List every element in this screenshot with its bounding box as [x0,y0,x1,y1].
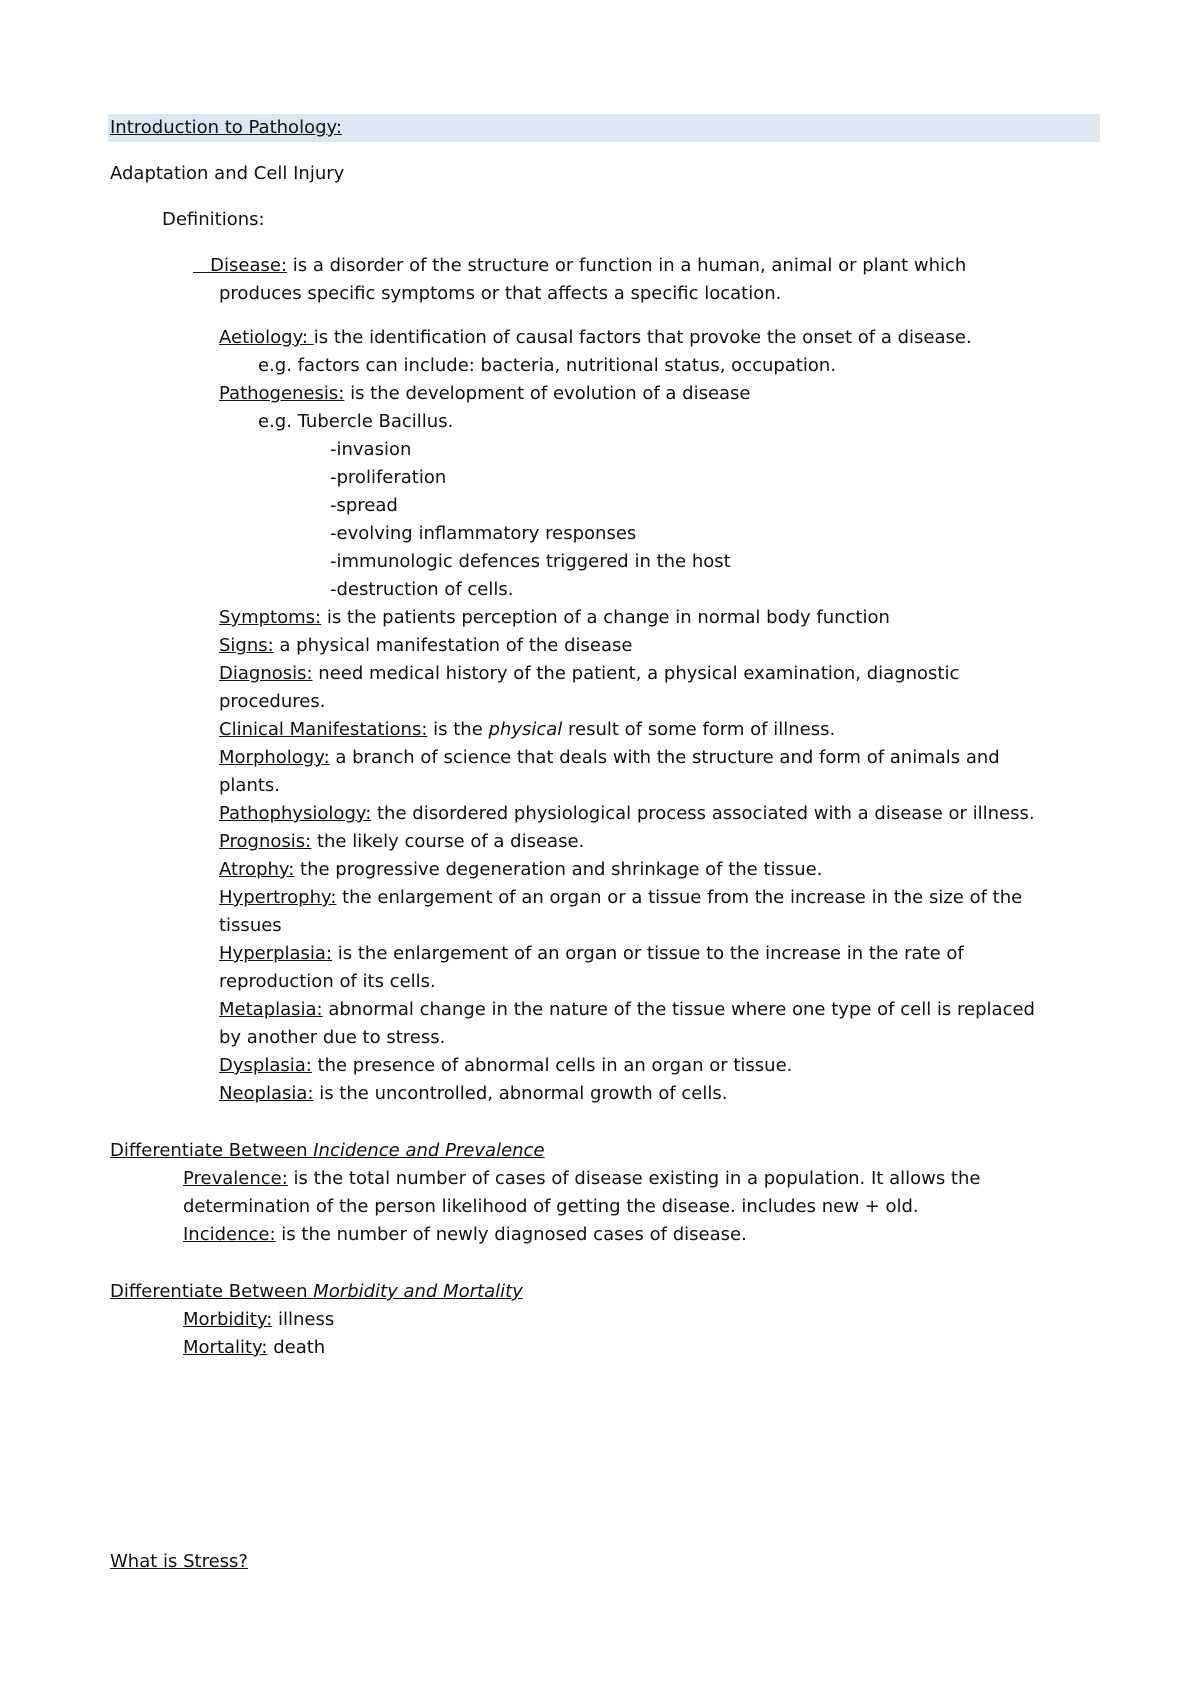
term-atrophy: Atrophy: [219,859,295,880]
definition-disease-cont: produces specific symptoms or that affects a specific location. [219,283,782,304]
term-hyperplasia: Hyperplasia: [219,943,333,964]
term-symptoms: Symptoms: [219,607,322,628]
stress-heading: What is Stress? [110,1551,248,1572]
term-dysplasia: Dysplasia: [219,1055,312,1076]
definition-aetiology: Aetiology: is the identification of causal factors that provoke the onset of a disease. [219,327,972,348]
pathogenesis-step: -immunologic defences triggered in the host [330,551,731,572]
definition-diagnosis: Diagnosis: need medical history of the patient, a physical examination, diagnostic [219,663,960,684]
definition-neoplasia: Neoplasia: is the uncontrolled, abnormal growth of cells. [219,1083,728,1104]
term-hypertrophy: Hypertrophy: [219,887,337,908]
definition-diagnosis-cont: procedures. [219,691,326,712]
definition-atrophy: Atrophy: the progressive degeneration and shrinkage of the tissue. [219,859,823,880]
definition-morphology-cont: plants. [219,775,281,796]
pathogenesis-example: e.g. Tubercle Bacillus. [258,411,454,432]
pathogenesis-step: -destruction of cells. [330,579,514,600]
pathogenesis-step: -evolving inflammatory responses [330,523,637,544]
definition-metaplasia: Metaplasia: abnormal change in the nature of the tissue where one type of cell is replaced [219,999,1035,1020]
definition-hypertrophy-cont: tissues [219,915,282,936]
definition-clinical-manifestations: Clinical Manifestations: is the physical result of some form of illness. [219,719,836,740]
term-morbidity: Morbidity: [183,1309,273,1330]
term-prevalence: Prevalence: [183,1168,288,1189]
term-disease: Disease: [210,255,288,276]
definition-hyperplasia-cont: reproduction of its cells. [219,971,436,992]
definitions-heading: Definitions: [162,209,265,230]
definition-disease: Disease: is a disorder of the structure or function in a human, animal or plant which [193,252,966,280]
morbidity-mortality-heading: Differentiate Between Morbidity and Mortality [110,1281,523,1302]
term-incidence: Incidence: [183,1224,276,1245]
pathogenesis-step: -proliferation [330,467,447,488]
term-aetiology: Aetiology: [219,327,314,348]
incidence-prevalence-heading: Differentiate Between Incidence and Prevalence [110,1140,545,1161]
term-signs: Signs: [219,635,274,656]
term-pathogenesis: Pathogenesis: [219,383,345,404]
definition-pathophysiology: Pathophysiology: the disordered physiological process associated with a disease or illness. [219,803,1035,824]
definition-dysplasia: Dysplasia: the presence of abnormal cells in an organ or tissue. [219,1055,793,1076]
definition-incidence: Incidence: is the number of newly diagnosed cases of disease. [183,1224,747,1245]
term-mortality: Mortality: [183,1337,268,1358]
definition-hypertrophy: Hypertrophy: the enlargement of an organ or a tissue from the increase in the size of the [219,887,1023,908]
section-subtitle: Adaptation and Cell Injury [110,163,345,184]
pathogenesis-step: -invasion [330,439,412,460]
definition-hyperplasia: Hyperplasia: is the enlargement of an organ or tissue to the increase in the rate of [219,943,964,964]
definition-morbidity: Morbidity: illness [183,1309,335,1330]
term-morphology: Morphology: [219,747,330,768]
definition-prevalence: Prevalence: is the total number of cases of disease existing in a population. It allows the [183,1168,981,1189]
definition-prognosis: Prognosis: the likely course of a disease. [219,831,585,852]
document-title: Introduction to Pathology: [110,117,342,138]
definition-prevalence-cont: determination of the person likelihood of getting the disease. includes new + old. [183,1196,919,1217]
definition-morphology: Morphology: a branch of science that deals with the structure and form of animals and [219,747,1000,768]
definition-metaplasia-cont: by another due to stress. [219,1027,446,1048]
definition-pathogenesis: Pathogenesis: is the development of evolution of a disease [219,383,751,404]
definition-mortality: Mortality: death [183,1337,326,1358]
term-prognosis: Prognosis: [219,831,312,852]
term-diagnosis: Diagnosis: [219,663,313,684]
pathogenesis-step: -spread [330,495,398,516]
term-neoplasia: Neoplasia: [219,1083,314,1104]
aetiology-example: e.g. factors can include: bacteria, nutritional status, occupation. [258,355,837,376]
term-pathophysiology: Pathophysiology: [219,803,372,824]
term-clinical-manifestations: Clinical Manifestations: [219,719,428,740]
term-metaplasia: Metaplasia: [219,999,323,1020]
definition-signs: Signs: a physical manifestation of the disease [219,635,633,656]
definition-symptoms: Symptoms: is the patients perception of a change in normal body function [219,607,890,628]
